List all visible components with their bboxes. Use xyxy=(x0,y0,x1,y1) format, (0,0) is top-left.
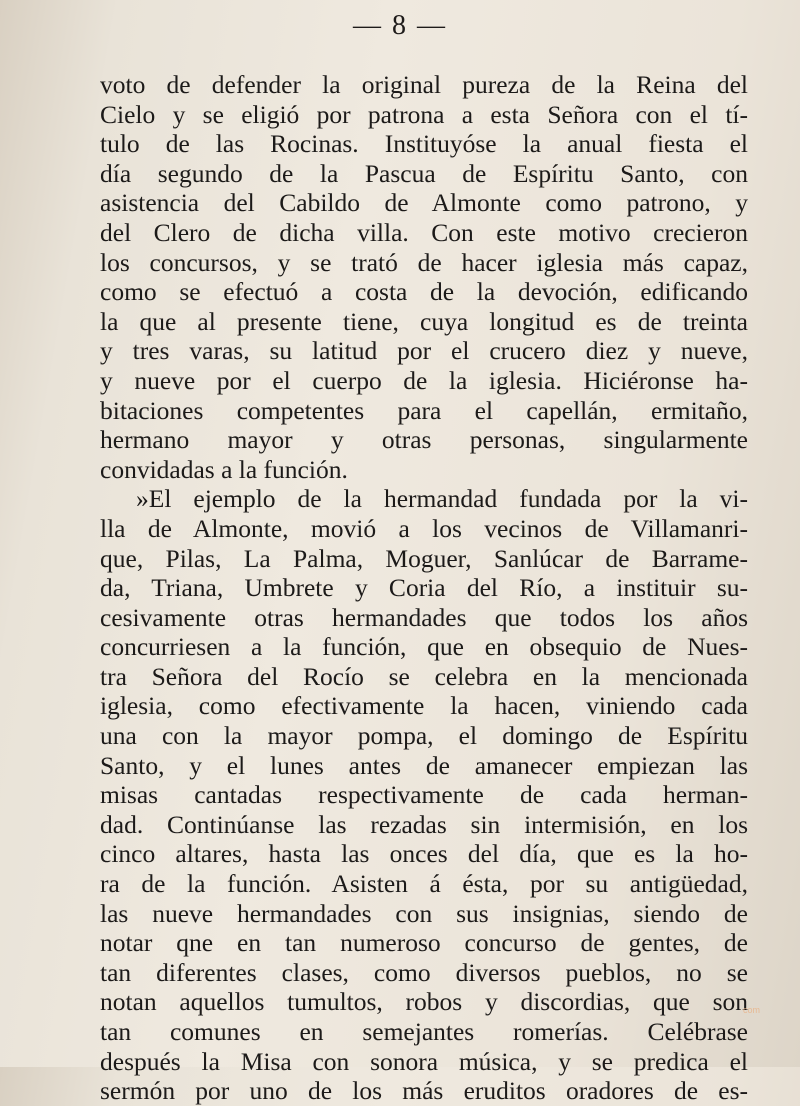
text-line: que, Pilas, La Palma, Moguer, Sanlúcar de Barrame- xyxy=(100,543,748,573)
text-line: después la Misa con sonora música, y se predica el xyxy=(100,1046,748,1076)
page-number: — 8 — xyxy=(353,10,447,41)
text-line: las nueve hermandades con sus insignias, siendo de xyxy=(100,898,748,928)
text-line: bitaciones competentes para el capellán, ermitaño, xyxy=(100,395,748,425)
text-line: tulo de las Rocinas. Instituyóse la anual fiesta el xyxy=(100,129,748,159)
text-line: tan diferentes clases, como diversos pueblos, no se xyxy=(100,957,748,987)
text-line: ra de la función. Asisten á ésta, por su antigüedad, xyxy=(100,869,748,899)
text-line: tan comunes en semejantes romerías. Celébrase xyxy=(100,1017,748,1046)
text-line: Cielo y se eligió por patrona a esta Señora con el tí- xyxy=(100,99,748,129)
text-line: cesivamente otras hermandades que todos los años xyxy=(100,602,748,632)
paragraph-1 xyxy=(100,70,748,484)
text-line: la que al presente tiene, cuya longitud es de treinta xyxy=(100,306,748,336)
text-line: lla de Almonte, movió a los vecinos de Villamanri- xyxy=(100,513,748,543)
text-line: del Clero de dicha villa. Con este motivo crecieron xyxy=(100,217,748,247)
text-line: concurriesen a la función, que en obsequio de Nues- xyxy=(100,632,748,662)
text-line: como se efectuó a costa de la devoción, edificando xyxy=(100,277,748,307)
text-line: día segundo de la Pascua de Espíritu Santo, con xyxy=(100,158,748,188)
text-line: una con la mayor pompa, el domingo de Espíritu xyxy=(100,721,748,751)
text-line: asistencia del Cabildo de Almonte como patrono, y xyxy=(100,188,748,218)
text-line: cinco altares, hasta las onces del día, que es la ho- xyxy=(100,839,748,869)
text-line: y tres varas, su latitud por el crucero diez y nueve, xyxy=(100,336,748,366)
text-line: los concursos, y se trató de hacer iglesia más capaz, xyxy=(100,247,748,277)
text-line: Santo, y el lunes antes de amanecer empiezan las xyxy=(100,750,748,780)
text-line: da, Triana, Umbrete y Coria del Río, a instituir su- xyxy=(100,573,748,603)
body-text xyxy=(100,70,748,1106)
watermark-text: com xyxy=(742,1005,760,1015)
text-line: tra Señora del Rocío se celebra en la mencionada xyxy=(100,661,748,691)
text-line: notar qne en tan numeroso concurso de gentes, de xyxy=(100,928,748,958)
text-line: notan aquellos tumultos, robos y discordias, que son xyxy=(100,987,748,1017)
text-line: dad. Continúanse las rezadas sin intermisión, en los xyxy=(100,809,748,839)
text-line: »El ejemplo de la hermandad fundada por la vi- xyxy=(136,484,748,514)
text-line: convidadas a la función. xyxy=(100,454,348,484)
text-line: voto de defender la original pureza de la Reina del xyxy=(100,70,748,99)
text-line: sermón por uno de los más eruditos oradores de es- xyxy=(100,1076,748,1106)
text-line: y nueve por el cuerpo de la iglesia. Hiciéronse ha- xyxy=(100,365,748,395)
paragraph-2 xyxy=(100,484,748,1105)
text-line: iglesia, como efectivamente la hacen, viniendo cada xyxy=(100,691,748,721)
text-line: hermano mayor y otras personas, singularmente xyxy=(100,425,748,455)
text-line: misas cantadas respectivamente de cada herman- xyxy=(100,780,748,810)
